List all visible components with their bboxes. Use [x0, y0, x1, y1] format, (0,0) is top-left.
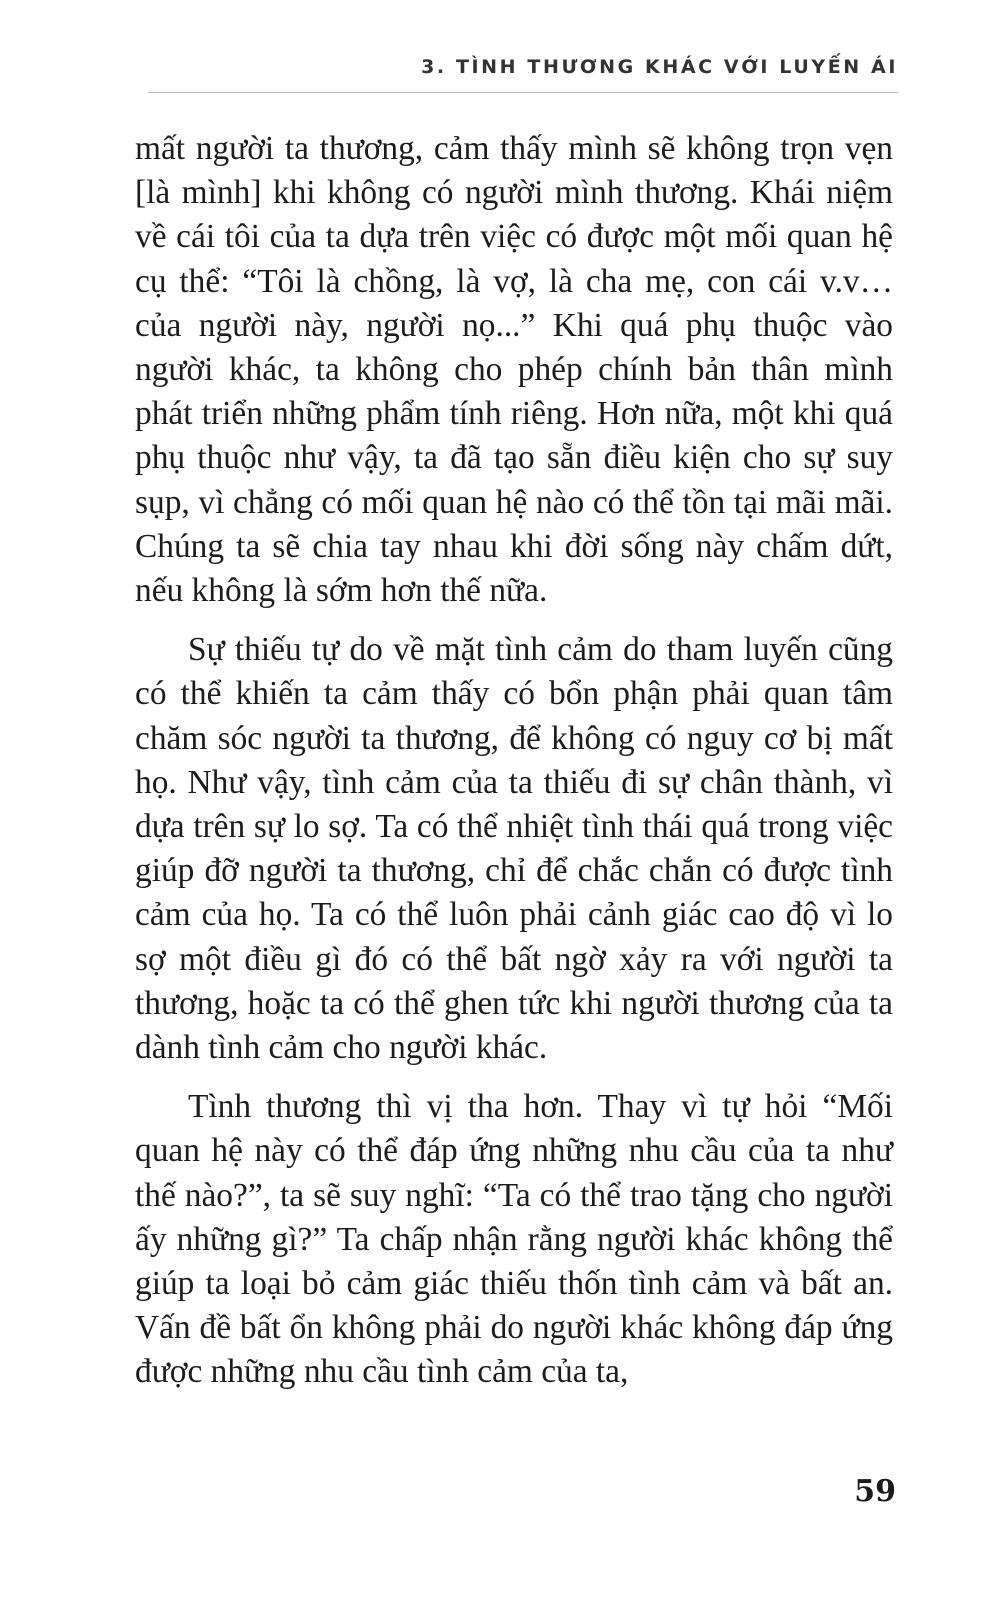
page-number: 59 — [854, 1474, 896, 1509]
paragraph: Sự thiếu tự do về mặt tình cảm do tham luyến cũng có thể khiến ta cảm thấy có bổn phận phải quan tâm chăm sóc người ta thương, để không có nguy cơ bị mất họ. Như vậy, tình cảm của ta thiếu đi sự chân thành, vì dựa trên sự lo sợ. Ta có thể nhiệt tình thái quá trong việc giúp đỡ người ta thương, chỉ để chắc chắn có được tình cảm của họ. Ta có thể luôn phải cảnh giác cao độ vì lo sợ một điều gì đó có thể bất ngờ xảy ra với người ta thương, hoặc ta có thể ghen tức khi người thương của ta dành tình cảm cho người khác. — [135, 631, 893, 1067]
page-body — [135, 127, 893, 1395]
paragraph-continued: mất người ta thương, cảm thấy mình sẽ không trọn vẹn [là mình] khi không có người mình thương. Khái niệm về cái tôi của ta dựa trên việc có được một mối quan hệ cụ thể: “Tôi là chồng, là vợ, là cha mẹ, con cái v.v… của người này, người nọ...” Khi quá phụ thuộc vào người khác, ta không cho phép chính bản thân mình phát triển những phẩm tính riêng. Hơn nữa, một khi quá phụ thuộc như vậy, ta đã tạo sẵn điều kiện cho sự suy sụp, vì chẳng có mối quan hệ nào có thể tồn tại mãi mãi. Chúng ta sẽ chia tay nhau khi đời sống này chấm dứt, nếu không là sớm hơn thế nữa. — [135, 130, 893, 610]
header-divider — [148, 92, 898, 93]
running-header-chapter-title: 3. TÌNH THƯƠNG KHÁC VỚI LUYẾN ÁI — [421, 56, 898, 78]
paragraph: Tình thương thì vị tha hơn. Thay vì tự hỏi “Mối quan hệ này có thể đáp ứng những nhu cầu của ta như thế nào?”, ta sẽ suy nghĩ: “Ta có thể trao tặng cho người ấy những gì?” Ta chấp nhận rằng người khác không thể giúp ta loại bỏ cảm giác thiếu thốn tình cảm và bất an. Vấn đề bất ổn không phải do người khác không đáp ứng được những nhu cầu tình cảm của ta, — [135, 1088, 893, 1391]
